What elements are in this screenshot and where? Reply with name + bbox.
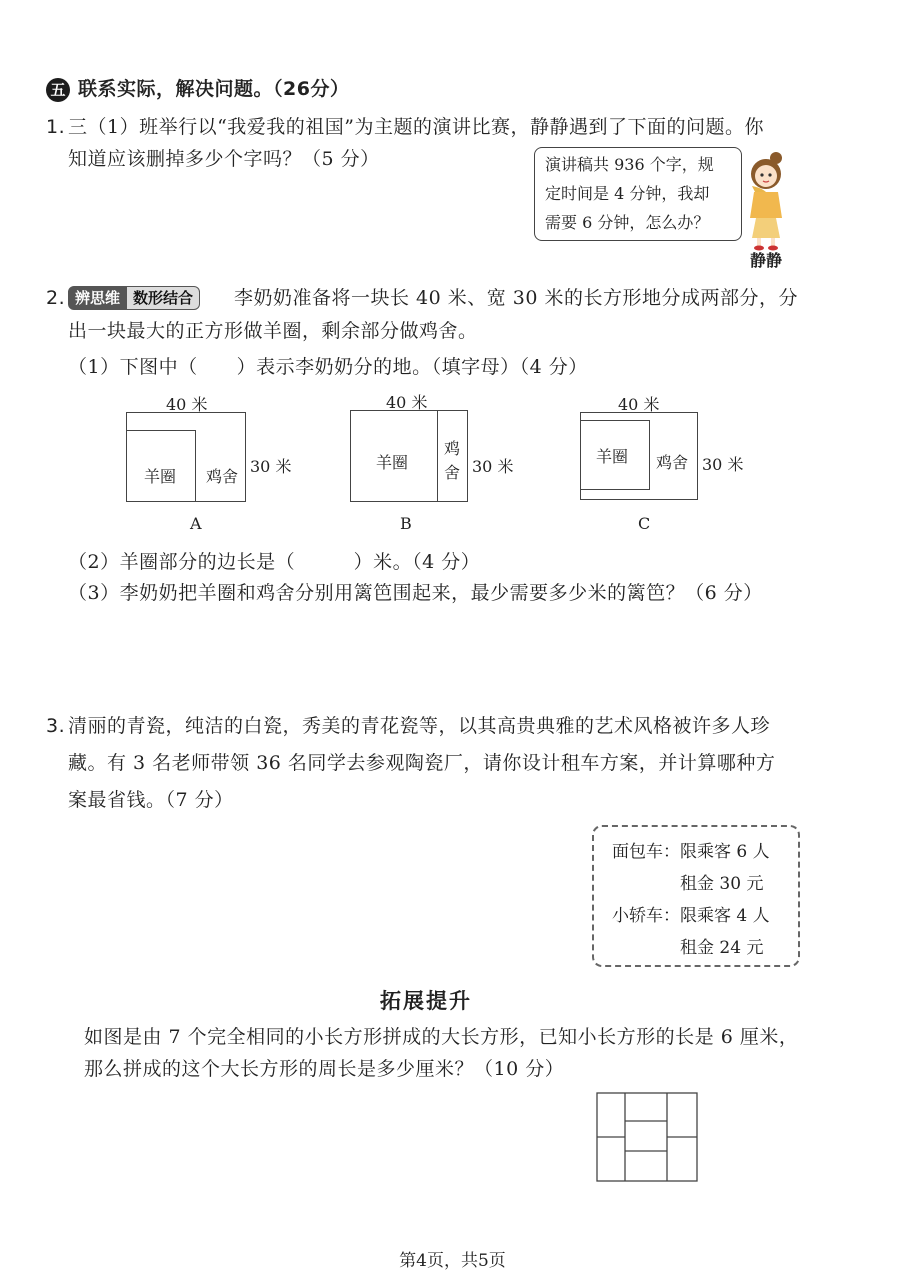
section-number-badge: 五 <box>46 78 70 102</box>
figure-b-pen-label: 羊圈 <box>376 453 409 472</box>
page-number: 第4页，共5页 <box>399 1251 506 1271</box>
figure-c <box>580 392 760 542</box>
figure-b-coop-label-2: 舍 <box>444 463 461 482</box>
figure-b-letter: B <box>400 514 412 533</box>
figure-a-coop-label: 鸡舍 <box>206 467 239 486</box>
speech-line-3: 需要 6 分钟，怎么办？ <box>545 213 710 232</box>
q3-text-line1: 清丽的青瓷，纯洁的白瓷，秀美的青花瓷等，以其高贵典雅的艺术风格被许多人珍 <box>68 715 771 737</box>
tag-critical-thinking: 辨思维 <box>68 286 127 310</box>
q1-text-line1: 三（1）班举行以“我爱我的祖国”为主题的演讲比赛，静静遇到了下面的问题。你 <box>68 116 765 138</box>
tariff-van-price: 租金 30 元 <box>680 874 764 894</box>
section-title: 联系实际，解决问题。（26分） <box>78 78 350 100</box>
tariff-car-capacity: 小轿车：限乘客 4 人 <box>612 906 770 926</box>
figure-b-side-label: 30 米 <box>472 457 514 476</box>
q1-number: 1. <box>46 116 66 138</box>
figure-c-side-label: 30 米 <box>702 455 744 474</box>
speech-bubble <box>534 147 742 241</box>
extension-text-line2: 那么拼成的这个大长方形的周长是多少厘米？（10 分） <box>84 1058 565 1080</box>
q2-text-line1: 李奶奶准备将一块长 40 米、宽 30 米的长方形地分成两部分，分 <box>234 287 799 309</box>
tariff-car-price: 租金 24 元 <box>680 938 764 958</box>
speech-line-1: 演讲稿共 936 个字，规 <box>545 155 714 174</box>
tag-shape-number: 数形结合 <box>127 286 200 310</box>
figure-c-coop-label: 鸡舍 <box>656 453 689 472</box>
q2-sub3: （3）李奶奶把羊圈和鸡舍分别用篱笆围起来，最少需要多少米的篱笆？（6 分） <box>68 582 763 604</box>
q2-tags <box>68 286 200 310</box>
figure-a-letter: A <box>190 514 202 533</box>
character-name: 静静 <box>750 251 783 270</box>
figure-a <box>126 392 306 542</box>
figure-c-top-label: 40 米 <box>618 395 660 414</box>
speech-line-2: 定时间是 4 分钟，我却 <box>545 184 710 203</box>
q3-number: 3. <box>46 715 66 737</box>
q2-text-line2: 出一块最大的正方形做羊圈，剩余部分做鸡舍。 <box>68 320 478 342</box>
figure-b <box>350 390 530 540</box>
q2-sub1: （1）下图中（ ）表示李奶奶分的地。（填字母）（4 分） <box>68 356 588 378</box>
figure-c-letter: C <box>638 514 651 533</box>
q1-text-line2: 知道应该删掉多少个字吗？（5 分） <box>68 148 380 170</box>
rental-price-box <box>592 825 800 967</box>
seven-rectangles-figure <box>596 1092 700 1184</box>
q2-number: 2. <box>46 287 66 309</box>
figure-a-top-label: 40 米 <box>166 395 208 414</box>
figure-a-pen-label: 羊圈 <box>144 467 177 486</box>
figure-c-pen-label: 羊圈 <box>596 447 629 466</box>
figure-b-top-label: 40 米 <box>386 393 428 412</box>
extension-text-line1: 如图是由 7 个完全相同的小长方形拼成的大长方形，已知小长方形的长是 6 厘米， <box>84 1026 799 1048</box>
tariff-van-capacity: 面包车：限乘客 6 人 <box>612 842 770 862</box>
q3-text-line3: 案最省钱。（7 分） <box>68 789 234 811</box>
girl-illustration <box>744 148 794 252</box>
q3-text-line2: 藏。有 3 名老师带领 36 名同学去参观陶瓷厂，请你设计租车方案，并计算哪种方 <box>68 752 776 774</box>
figure-b-coop-label-1: 鸡 <box>444 439 461 458</box>
extension-title: 拓展提升 <box>380 989 472 1013</box>
figure-a-side-label: 30 米 <box>250 457 292 476</box>
q2-sub2: （2）羊圈部分的边长是（ ）米。（4 分） <box>68 551 481 573</box>
